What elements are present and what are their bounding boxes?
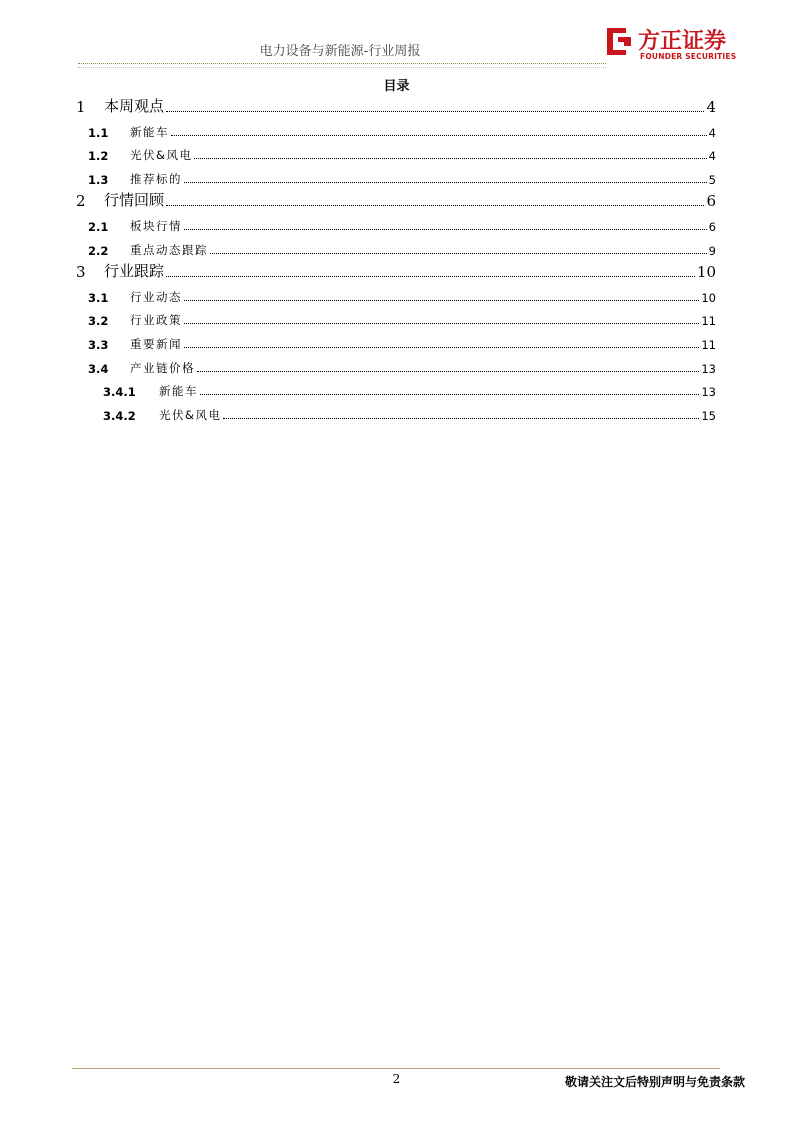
toc-entry-leader-dots — [197, 370, 699, 372]
toc-entry-number: 3.3 — [88, 338, 109, 352]
toc-entry-page-number: 11 — [701, 338, 716, 352]
toc-entry-number: 3.1 — [88, 290, 109, 305]
toc-entry-leader-dots — [200, 393, 699, 395]
toc-entry[interactable] — [76, 190, 716, 210]
toc-entry[interactable] — [88, 143, 716, 163]
toc-entry-page-number: 10 — [701, 290, 716, 305]
toc-entry-page-number: 6 — [706, 192, 716, 211]
toc-entry-page-number: 4 — [708, 125, 716, 140]
toc-entry-number: 2.2 — [88, 243, 109, 258]
toc-entry-number: 3.4 — [88, 361, 109, 376]
toc-entry-label: 重要新闻 — [130, 337, 182, 351]
toc-entry[interactable] — [88, 238, 716, 258]
toc-entry-leader-dots — [184, 228, 707, 230]
toc-entry[interactable] — [88, 356, 716, 376]
toc-entry-page-number: 9 — [708, 243, 716, 258]
toc-entry-leader-dots — [184, 299, 699, 301]
toc-entry-leader-dots — [184, 322, 699, 324]
toc-entry[interactable] — [76, 261, 716, 281]
toc-entry-leader-dots — [171, 134, 707, 136]
toc-entry-leader-dots — [184, 346, 699, 348]
toc-entry[interactable] — [88, 308, 716, 328]
logo-chinese-name: 方正证券 — [638, 29, 727, 54]
toc-entry-label: 板块行情 — [130, 219, 182, 233]
toc-entry-label: 本周观点 — [104, 97, 165, 115]
toc-entry-number: 3 — [76, 263, 86, 282]
toc-entry-page-number: 10 — [696, 263, 716, 282]
toc-entry-label: 行业动态 — [130, 289, 182, 304]
toc-title: 目录 — [383, 79, 410, 94]
toc-entry[interactable] — [103, 379, 716, 399]
toc-entry-number: 2 — [76, 192, 86, 211]
footer-divider — [72, 1068, 720, 1069]
logo-mark-icon — [604, 24, 634, 58]
toc-entry-label: 新能车 — [130, 124, 169, 139]
toc-entry[interactable] — [88, 120, 716, 140]
toc-entry-page-number: 4 — [708, 149, 716, 164]
toc-entry-page-number: 5 — [708, 172, 716, 187]
toc-entry-label: 光伏&风电 — [130, 148, 193, 163]
toc-entry-label: 光伏&风电 — [159, 407, 222, 422]
toc-entry-label: 行业跟踪 — [104, 262, 165, 281]
toc-entry[interactable] — [88, 285, 716, 305]
toc-entry[interactable] — [88, 332, 716, 352]
toc-entry-number: 1 — [76, 98, 86, 116]
toc-entry-leader-dots — [166, 204, 704, 206]
founder-securities-logo — [604, 24, 737, 64]
toc-entry[interactable] — [103, 403, 716, 423]
toc-entry-page-number: 6 — [708, 220, 716, 234]
toc-entry-label: 行情回顾 — [104, 191, 165, 210]
toc-entry-page-number: 13 — [701, 385, 716, 400]
toc-entry-label: 推荐标的 — [130, 171, 182, 186]
toc-entry-label: 新能车 — [159, 384, 198, 399]
toc-entry[interactable] — [88, 214, 716, 234]
toc-entry-label: 重点动态跟踪 — [130, 242, 208, 257]
toc-entry-number: 2.1 — [88, 220, 109, 234]
toc-entry-number: 1.2 — [88, 149, 109, 164]
page-number: 2 — [392, 1072, 401, 1086]
toc-entry-leader-dots — [166, 275, 695, 277]
toc-entry-label: 行业政策 — [130, 313, 182, 328]
toc-entry-leader-dots — [223, 417, 699, 419]
toc-entry-page-number: 15 — [701, 408, 716, 423]
toc-entry-number: 3.2 — [88, 314, 109, 329]
disclaimer-notice: 敬请关注文后特别声明与免责条款 — [564, 1075, 745, 1089]
toc-entry[interactable] — [88, 167, 716, 187]
toc-entry-leader-dots — [184, 181, 707, 183]
toc-entry-page-number: 13 — [701, 361, 716, 376]
header-divider — [78, 63, 606, 64]
logo-english-name: FOUNDER SECURITIES — [640, 52, 737, 61]
toc-entry-number: 1.1 — [88, 125, 109, 140]
toc-entry-number: 3.4.1 — [103, 385, 136, 400]
toc-entry-number: 1.3 — [88, 172, 109, 187]
toc-entry-page-number: 4 — [706, 98, 716, 116]
toc-entry-label: 产业链价格 — [130, 360, 195, 375]
report-title: 电力设备与新能源-行业周报 — [259, 44, 421, 59]
toc-entry-page-number: 11 — [701, 314, 716, 329]
toc-entry[interactable] — [76, 96, 716, 116]
toc-entry-number: 3.4.2 — [103, 408, 136, 423]
toc-entry-leader-dots — [210, 252, 707, 254]
toc-entry-leader-dots — [194, 157, 706, 159]
header-divider-secondary — [78, 67, 606, 68]
toc-entry-leader-dots — [166, 110, 704, 112]
